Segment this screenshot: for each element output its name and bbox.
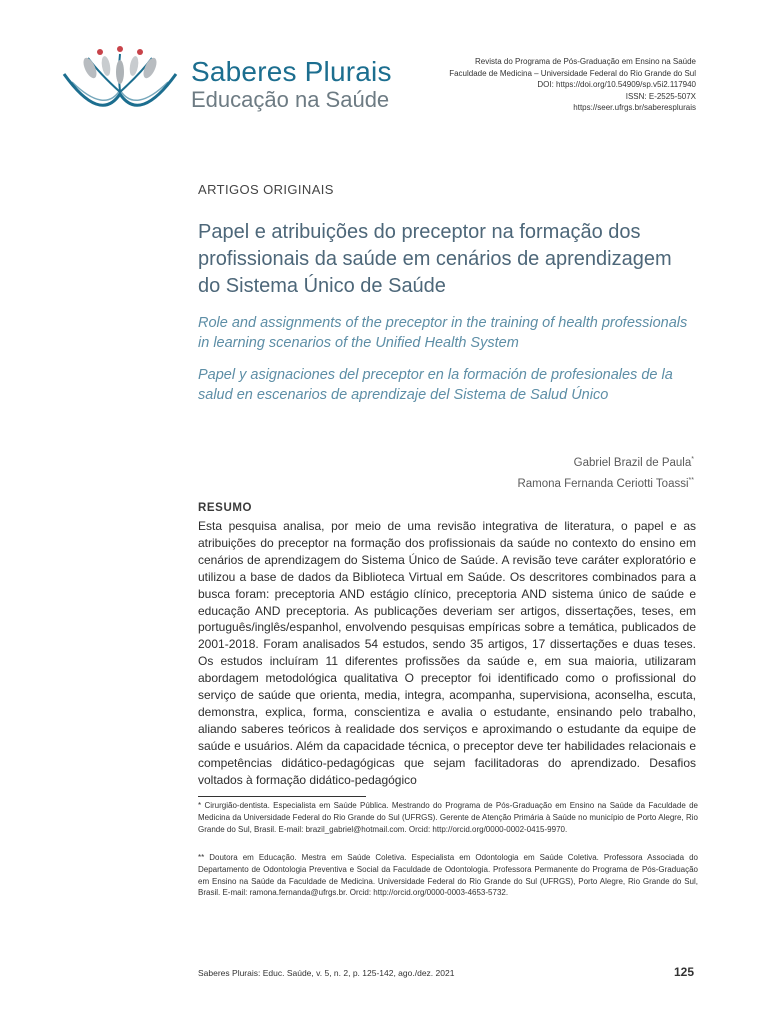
author-2 (517, 472, 694, 493)
author-list (517, 451, 694, 493)
author-name: Ramona Fernanda Ceriotti Toassi (517, 478, 689, 490)
resumo-text: Esta pesquisa analisa, por meio de uma revisão integrativa de literatura, o papel e as atribuições do preceptor na formação dos profissionais da saúde no contexto do ensino em cenários de aprendizagem do Sistema Único de Saúde. A revisão teve caráter exploratório e utilizou a base de dados da Biblioteca Virtual em Saúde. Os descritores combinados para a busca foram: preceptoria AND estágio clínico, preceptoria AND sistema único de saúde e educação AND preceptoria. As publicações deveriam ser artigos, dissertações, teses, em português/inglês/espanhol, envolvendo pesquisas empíricas sobre a temática, publicados de 2001-2018. Foram analisados 54 estudos, sendo 35 artigos, 17 dissertações e duas teses. Os estudos incluíram 11 diferentes profissões da saúde e, em sua maioria, utilizaram abordagem metodológica qualitativa O preceptor foi identificado como o profissional do serviço de saúde que orienta, media, integra, acompanha, supervisiona, aconselha, escuta, demonstra, explica, forma, conscientiza e avalia o estudante, ensinando pelo trabalho, aliando saberes teóricos à realidade dos serviços e aproximando o estudante da equipe de saúde e usuários. Além da capacidade técnica, o preceptor deve ter habilidades relacionais e competências didático-pedagógicas que sejam facilitadoras do aprendizado. Desafios voltados à formação didático-pedagógico (198, 519, 696, 787)
journal-url[interactable]: https://seer.ufrgs.br/saberesplurais (573, 103, 696, 112)
page-number: 125 (673, 965, 694, 979)
journal-issn: ISSN: E-2525-507X (625, 91, 696, 101)
article-title-en: Role and assignments of the preceptor in the training of health professionals in learning scenarios of the Unified Health System (198, 315, 688, 351)
author-1 (517, 451, 694, 472)
journal-doi[interactable]: DOI: https://doi.org/10.54909/sp.v5i2.117940 (537, 80, 696, 89)
journal-logo-icon (60, 44, 180, 122)
author-mark: * (691, 456, 694, 463)
footnote-author-1: * Cirurgião-dentista. Especialista em Saúde Pública. Mestrando do Programa de Pós-Graduação em Ensino na Saúde da Faculdade de Medicina da Universidade Federal do Rio Grande do Sul (UFRGS). Gerente de Atenção Primária à Saúde no município de Porto Alegre, Rio Grande do Sul, Brasil. E-mail: brazil_gabriel@hotmail.com. Orcid: http://orcid.org/0000-0002-0415-9970. (198, 801, 698, 834)
article-title-pt: Papel e atribuições do preceptor na formação dos profissionais da saúde em cenários de aprendizagem do Sistema Único de Saúde (198, 221, 672, 297)
brand-title: Saberes Plurais (191, 56, 392, 87)
footer-citation: Saberes Plurais: Educ. Saúde, v. 5, n. 2, p. 125-142, ago./dez. 2021 (198, 968, 455, 978)
footnote-divider (198, 796, 366, 797)
article-title-es: Papel y asignaciones del preceptor en la formación de profesionales de la salud en escenarios de aprendizaje del Sistema de Salud Único (198, 367, 673, 403)
journal-program: Revista do Programa de Pós-Graduação em Ensino na Saúde (474, 57, 696, 66)
author-name: Gabriel Brazil de Paula (573, 457, 692, 469)
journal-faculty: Faculdade de Medicina – Universidade Federal do Rio Grande do Sul (449, 68, 696, 78)
journal-info (449, 56, 696, 114)
brand-subtitle: Educação na Saúde (191, 87, 390, 112)
resumo-heading: RESUMO (198, 502, 253, 514)
footnote-author-2: ** Doutora em Educação. Mestra em Saúde Coletiva. Especialista em Odontologia em Saúde Coletiva. Professora Associada do Departamento de Odontologia Preventiva e Social da Faculdade de Odontologia. Professora Permanente do Programa de Pós-Graduação em Ensino na Saúde da Faculdade de Medicina. Universidade Federal do Rio Grande do Sul (UFRGS), Porto Alegre, Rio Grande do Sul, Brasil. E-mail: ramona.fernanda@ufrgs.br. Orcid: http://orcid.org/0000-0003-4653-5732. (198, 853, 698, 898)
author-mark: ** (688, 477, 694, 484)
section-label: ARTIGOS ORIGINAIS (198, 182, 334, 197)
